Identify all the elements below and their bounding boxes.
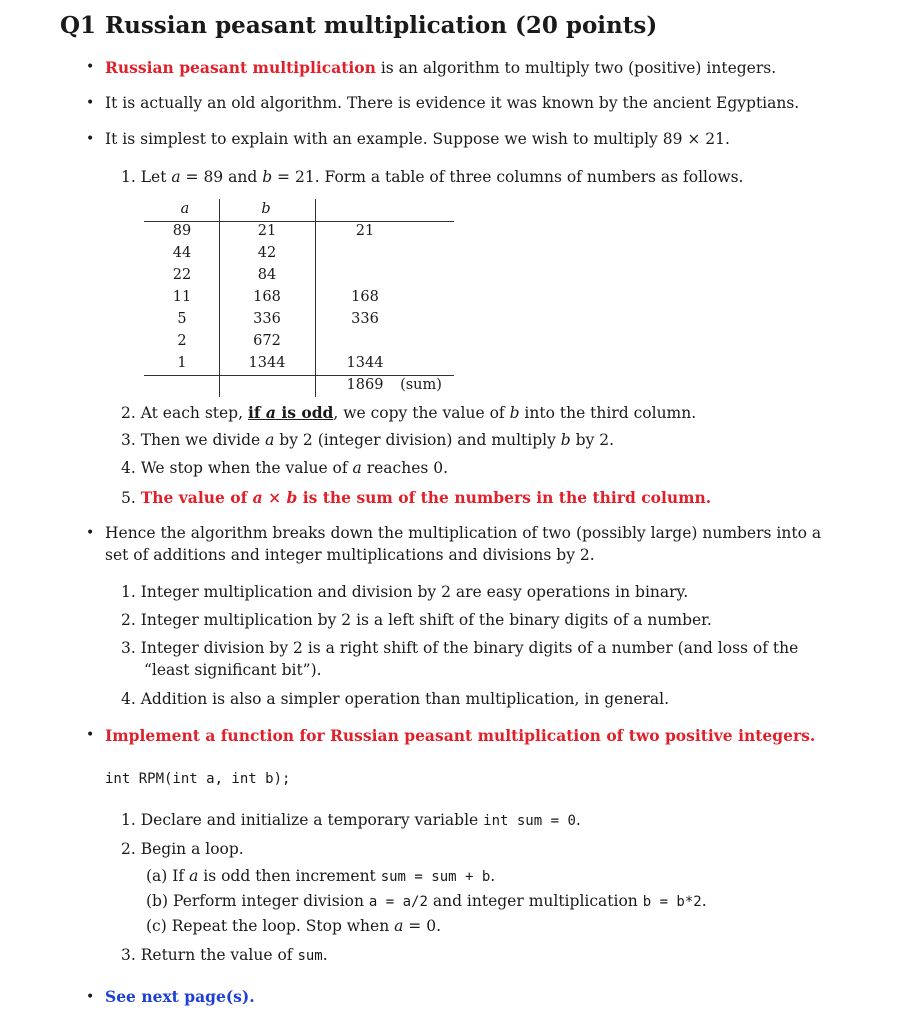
- bullet-icon: •: [86, 59, 95, 75]
- step-2-1: 1. Integer multiplication and division by 2 are easy operations in binary.: [121, 583, 689, 601]
- bullet-icon: •: [86, 727, 95, 743]
- bullet-4-line-1: Hence the algorithm breaks down the multiplication of two (possibly large) numbers into a: [105, 524, 822, 542]
- step-1-1: 1. Let a = 89 and b = 21. Form a table of three columns of numbers as follows.: [121, 168, 744, 186]
- table-header-rule: [144, 221, 454, 222]
- code-signature: int RPM(int a, int b);: [105, 771, 291, 787]
- term-highlight: Russian peasant multiplication: [105, 58, 376, 77]
- see-next-page-link[interactable]: See next page(s).: [105, 987, 255, 1006]
- bullet-5: Implement a function for Russian peasant multiplication of two positive integers.: [105, 726, 816, 745]
- bullet-icon: •: [86, 525, 95, 541]
- table-sum-rule: [144, 375, 454, 376]
- step-3-2c: (c) Repeat the loop. Stop when a = 0.: [146, 917, 442, 935]
- table-cell-a: 11: [172, 289, 192, 305]
- table-divider-2: [315, 199, 316, 397]
- table-cell-c: 1344: [346, 355, 384, 371]
- table-cell-b: 336: [253, 311, 281, 327]
- step-2-3: 3. Integer division by 2 is a right shift of the binary digits of a number (and loss of the: [121, 639, 799, 657]
- table-header-b: b: [261, 201, 271, 217]
- table-cell-a: 89: [172, 223, 192, 239]
- bullet-2: It is actually an old algorithm. There is evidence it was known by the ancient Egyptians.: [105, 94, 800, 112]
- table-divider-1: [219, 199, 220, 397]
- table-cell-b: 672: [253, 333, 281, 349]
- step-3-2: 2. Begin a loop.: [121, 840, 244, 858]
- bullet-icon: •: [86, 989, 95, 1005]
- step-1-5: 5. The value of a × b is the sum of the numbers in the third column.: [121, 488, 712, 507]
- step-2-3-cont: “least significant bit”).: [144, 661, 322, 679]
- step-1-2: 2. At each step, if a is odd, we copy the value of b into the third column.: [121, 403, 697, 422]
- table-cell-c: 21: [355, 223, 375, 239]
- step-3-3: 3. Return the value of sum.: [121, 946, 328, 964]
- table-sum-value: 1869: [346, 377, 384, 393]
- table-cell-a: 44: [172, 245, 192, 261]
- bullet-4-line-2: set of additions and integer multiplications and divisions by 2.: [105, 546, 595, 564]
- step-2-4: 4. Addition is also a simpler operation than multiplication, in general.: [121, 690, 670, 708]
- step-3-1: 1. Declare and initialize a temporary variable int sum = 0.: [121, 811, 581, 829]
- table-cell-a: 2: [177, 333, 187, 349]
- table-cell-c: 336: [351, 311, 379, 327]
- bullet-3: It is simplest to explain with an example. Suppose we wish to multiply 89 × 21.: [105, 130, 730, 148]
- step-3-2b: (b) Perform integer division a = a/2 and integer multiplication b = b*2.: [146, 892, 707, 910]
- bullet-icon: •: [86, 95, 95, 111]
- table-cell-b: 42: [257, 245, 277, 261]
- step-3-2a: (a) If a is odd then increment sum = sum + b.: [146, 867, 496, 885]
- table-cell-b: 21: [257, 223, 277, 239]
- step-1-3: 3. Then we divide a by 2 (integer division) and multiply b by 2.: [121, 431, 615, 449]
- table-cell-c: 168: [351, 289, 379, 305]
- table-cell-b: 168: [253, 289, 281, 305]
- section-number: Q1: [60, 12, 97, 39]
- step-1-4: 4. We stop when the value of a reaches 0.: [121, 459, 449, 477]
- bullet-icon: •: [86, 131, 95, 147]
- table-cell-a: 5: [177, 311, 187, 327]
- table-sum-label: (sum): [400, 377, 442, 393]
- section-title: Russian peasant multiplication (20 points): [105, 12, 658, 39]
- table-cell-b: 1344: [248, 355, 286, 371]
- table-cell-a: 22: [172, 267, 192, 283]
- bullet-1-text: is an algorithm to multiply two (positive) integers.: [375, 59, 777, 77]
- table-cell-b: 84: [257, 267, 277, 283]
- step-2-2: 2. Integer multiplication by 2 is a left shift of the binary digits of a number.: [121, 611, 712, 629]
- table-header-a: a: [180, 201, 190, 217]
- bullet-1: [105, 58, 776, 77]
- table-cell-a: 1: [177, 355, 187, 371]
